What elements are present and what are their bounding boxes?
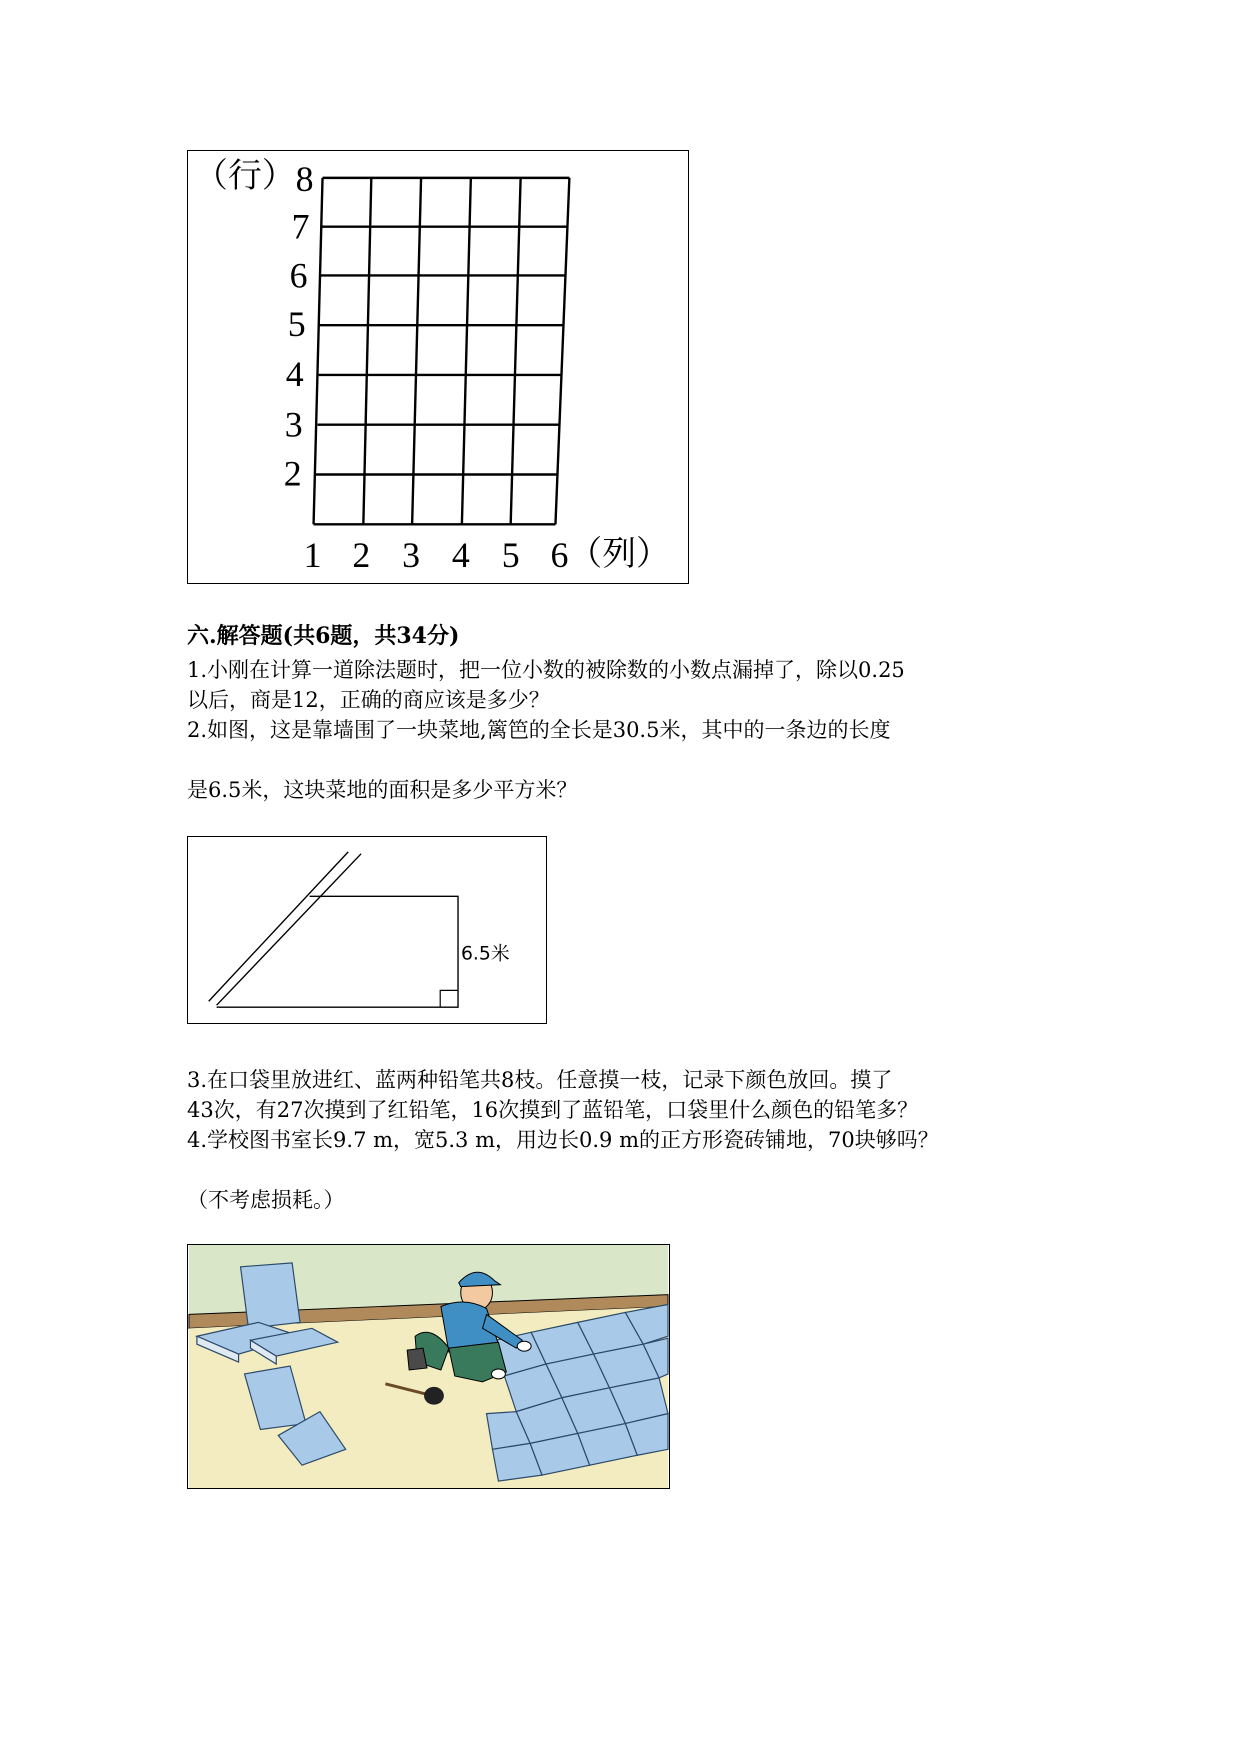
right-angle-mark xyxy=(440,990,458,1007)
question-2-line-2: 是6.5米，这块菜地的面积是多少平方米？ xyxy=(187,778,578,802)
column-label: 6 xyxy=(550,535,569,576)
fence-outline xyxy=(217,896,458,1007)
hammer-head xyxy=(424,1387,444,1405)
column-label: 4 xyxy=(451,535,470,576)
column-label: 3 xyxy=(402,535,421,576)
row-label: 6 xyxy=(289,255,308,296)
column-label: 2 xyxy=(352,535,371,576)
column-label: 1 xyxy=(303,535,322,576)
wall-line xyxy=(209,852,349,1001)
question-1-line-2: 以后，商是12，正确的商应该是多少？ xyxy=(187,688,550,712)
tiling-illustration xyxy=(187,1244,670,1489)
row-label: 4 xyxy=(285,353,304,394)
section-title: 六.解答题(共6题，共34分) xyxy=(187,623,460,649)
row-label: 2 xyxy=(283,453,302,494)
coordinate-grid xyxy=(188,151,688,583)
tiling-picture xyxy=(188,1245,669,1488)
garden-diagram xyxy=(188,837,546,1023)
vegetable-garden-figure xyxy=(187,836,547,1024)
row-axis-caption: （行） xyxy=(194,155,296,195)
column-axis-caption: （列） xyxy=(568,534,670,574)
side-length-label: 6.5米 xyxy=(460,943,510,965)
question-1-line-1: 1.小刚在计算一道除法题时，把一位小数的被除数的小数点漏掉了，除以0.25 xyxy=(187,658,905,682)
row-label: 7 xyxy=(291,206,310,247)
row-label: 5 xyxy=(287,304,306,345)
question-2-line-1: 2.如图，这是靠墙围了一块菜地,篱笆的全长是30.5米，其中的一条边的长度 xyxy=(187,718,891,742)
question-3-line-2: 43次，有27次摸到了红铅笔，16次摸到了蓝铅笔，口袋里什么颜色的铅笔多？ xyxy=(187,1098,919,1122)
wall-line xyxy=(217,854,361,1005)
question-3-line-1: 3.在口袋里放进红、蓝两种铅笔共8枝。任意摸一枝，记录下颜色放回。摸了 xyxy=(187,1068,893,1092)
column-label: 5 xyxy=(501,535,520,576)
question-4-line-1: 4.学校图书室长9.7 m，宽5.3 m，用边长0.9 m的正方形瓷砖铺地，70块够吗？ xyxy=(187,1128,939,1152)
row-label: 3 xyxy=(284,404,303,445)
coordinate-grid-figure xyxy=(187,150,689,584)
question-4-line-2: （不考虑损耗。） xyxy=(187,1188,345,1212)
grid-lines xyxy=(314,178,570,524)
row-label: 8 xyxy=(295,158,314,199)
